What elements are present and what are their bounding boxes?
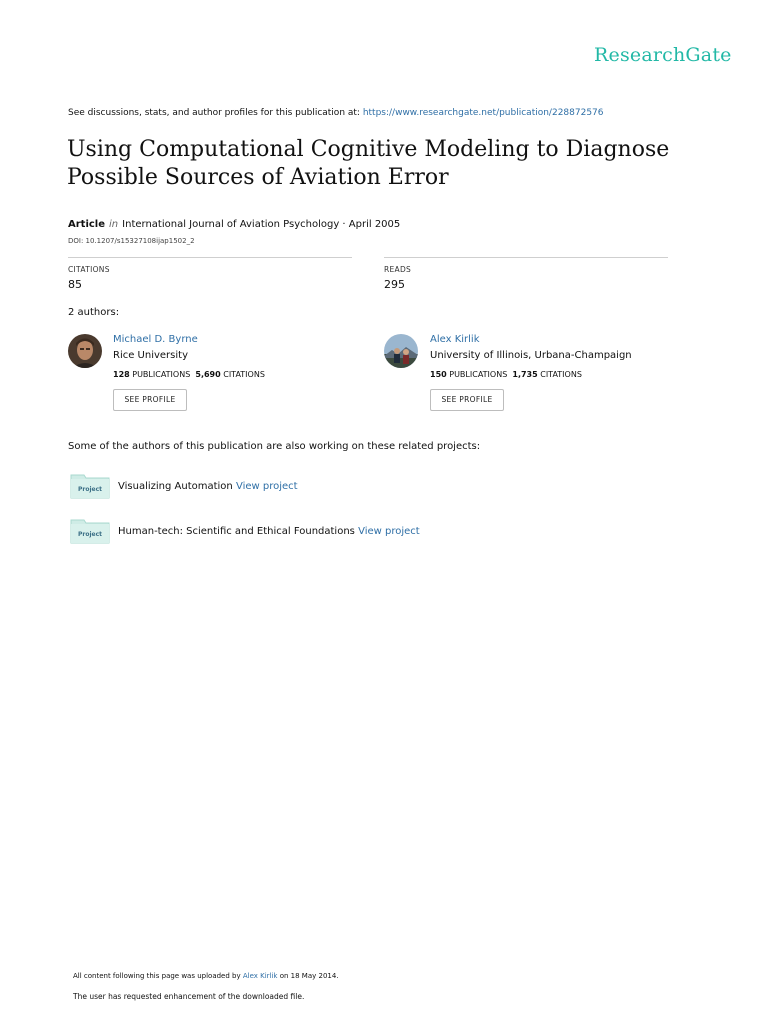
in-label: in: [109, 219, 119, 230]
citations-label: CITATIONS: [540, 370, 582, 379]
journal-venue: International Journal of Aviation Psychology · April 2005: [122, 219, 401, 230]
author-name-link[interactable]: Michael D. Byrne: [113, 334, 198, 345]
upload-note: [73, 972, 339, 980]
author-affiliation: Rice University: [113, 350, 188, 361]
article-meta: [68, 219, 400, 230]
upload-suffix: on 18 May 2014.: [277, 972, 339, 980]
person-outdoor-photo-icon: [384, 334, 418, 368]
citations-label: CITATIONS: [223, 370, 265, 379]
author-stats: [430, 370, 582, 379]
project-name: Human-tech: Scientific and Ethical Foundations: [118, 526, 355, 537]
citations-value: 85: [68, 278, 82, 291]
person-portrait-icon: [68, 334, 102, 368]
page-title: [67, 136, 707, 192]
see-profile-button[interactable]: SEE PROFILE: [113, 389, 187, 411]
project-folder-icon: [70, 473, 110, 499]
publications-count: 150: [430, 370, 447, 379]
author-affiliation: University of Illinois, Urbana-Champaign: [430, 350, 632, 361]
title-line-2: Possible Sources of Aviation Error: [67, 165, 449, 190]
author-avatar-byrne[interactable]: [68, 334, 102, 368]
uploader-link[interactable]: Alex Kirlik: [242, 972, 278, 980]
discussion-line: [68, 108, 604, 118]
title-line-1: Using Computational Cognitive Modeling to Diagnose: [67, 137, 670, 162]
enhancement-note: The user has requested enhancement of the downloaded file.: [73, 992, 305, 1001]
project-name: Visualizing Automation: [118, 481, 233, 492]
project-item: [118, 481, 298, 492]
doi: DOI: 10.1207/s15327108ijap1502_2: [68, 237, 195, 245]
article-type: Article: [68, 219, 106, 230]
see-profile-button[interactable]: SEE PROFILE: [430, 389, 504, 411]
publication-url-link[interactable]: https://www.researchgate.net/publication/228872576: [362, 108, 604, 118]
projects-heading: Some of the authors of this publication are also working on these related projects:: [68, 441, 481, 452]
citations-divider: [68, 257, 352, 258]
citations-label: CITATIONS: [68, 265, 110, 274]
project-badge: Project: [77, 486, 103, 493]
researchgate-logo[interactable]: ResearchGate: [594, 44, 732, 66]
project-item: [118, 526, 420, 537]
reads-label: READS: [384, 265, 412, 274]
reads-divider: [384, 257, 668, 258]
publications-label: PUBLICATIONS: [449, 370, 508, 379]
project-badge: Project: [77, 531, 103, 538]
citations-count: 5,690: [195, 370, 221, 379]
discussion-text: See discussions, stats, and author profiles for this publication at:: [68, 108, 363, 118]
publications-count: 128: [113, 370, 130, 379]
author-name-link[interactable]: Alex Kirlik: [430, 334, 480, 345]
reads-value: 295: [384, 278, 405, 291]
authors-heading: 2 authors:: [68, 307, 120, 318]
author-avatar-kirlik[interactable]: [384, 334, 418, 368]
author-stats: [113, 370, 265, 379]
citations-count: 1,735: [512, 370, 538, 379]
view-project-link[interactable]: View project: [235, 481, 298, 492]
upload-prefix: All content following this page was uploaded by: [73, 972, 243, 980]
project-folder-icon: [70, 518, 110, 544]
publications-label: PUBLICATIONS: [132, 370, 191, 379]
view-project-link[interactable]: View project: [358, 526, 420, 537]
